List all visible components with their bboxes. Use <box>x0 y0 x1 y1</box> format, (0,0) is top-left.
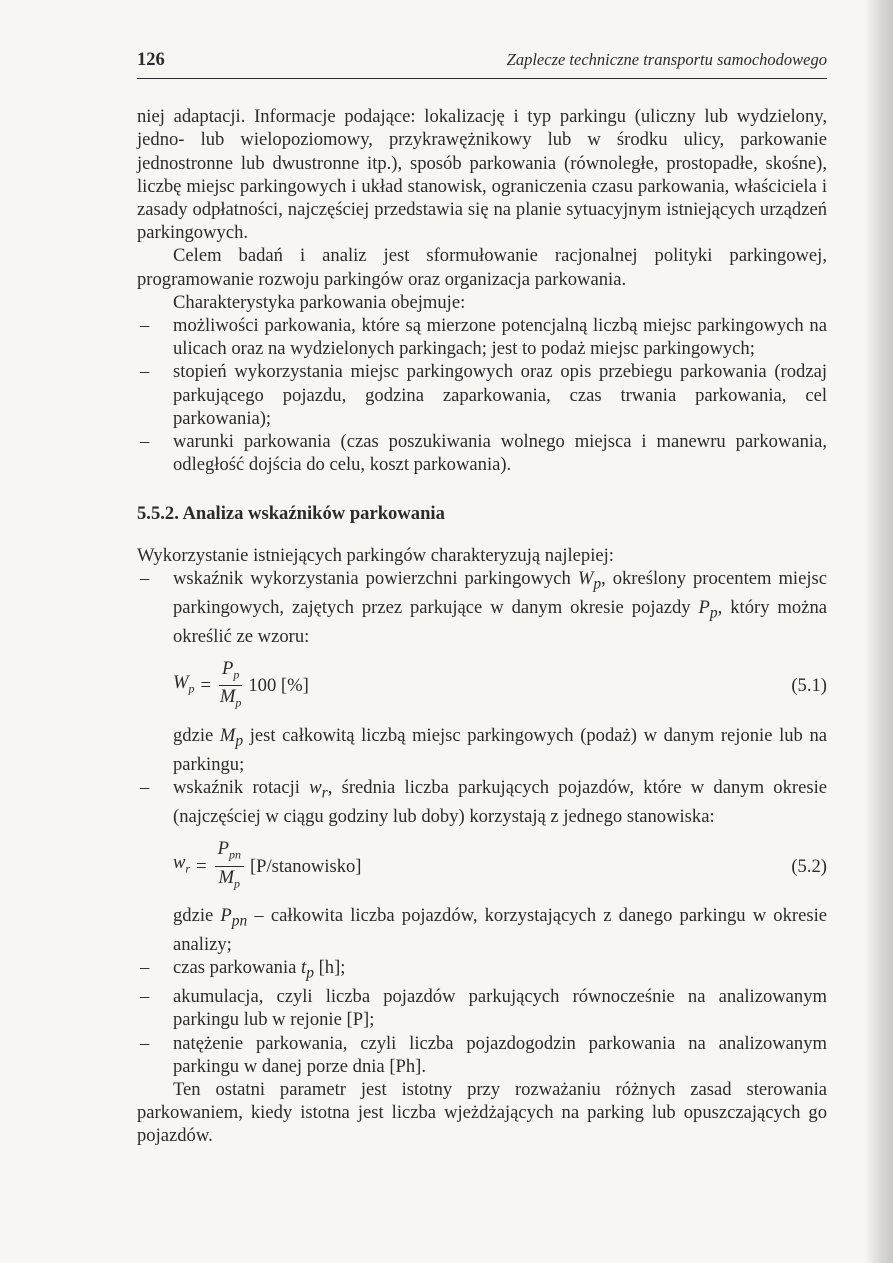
list-item: – akumulacja, czyli liczba pojazdów parkujących równocześnie na analizowanym parkingu lub w rejonie [P]; <box>137 985 827 1031</box>
fraction <box>219 658 242 714</box>
denominator: $M_p$ <box>219 686 242 711</box>
indicator-list <box>137 567 827 648</box>
usage-intro: Wykorzystanie istniejących parkingów charakteryzują najlepiej: <box>137 544 614 566</box>
goal-paragraph: Celem badań i analiz jest sformułowanie racjonalnej polityki parkingowej, programowanie rozwoju parkingów oraz organizacja parkowania. <box>137 245 827 290</box>
page-header <box>137 48 827 79</box>
list-item: – możliwości parkowania, które są mierzone potencjalną liczbą miejsc parkingowych na ulicach oraz na wydzielonych parkingach; jest to podaż miejsc parkingowych; <box>137 314 827 360</box>
list-item: – czas parkowania $t_p$ [h]; <box>137 956 827 985</box>
section-heading: 5.5.2. Analiza wskaźników parkowania <box>137 503 445 525</box>
book-page <box>137 48 827 1148</box>
formula-number: (5.1) <box>791 675 827 697</box>
characteristics-intro: Charakterystyka parkowania obejmuje: <box>173 291 466 313</box>
denominator: $M_p$ <box>218 866 240 891</box>
formula-lhs: $w_r$ <box>173 852 191 876</box>
list-item: – wskaźnik wykorzystania powierzchni parkingowych $W_p$, określony procentem miejsc parkingowych, zajętych przez parkujące w danym okresie pojazdy $P_p$, który można określić ze wzoru: <box>137 567 827 648</box>
formula-number: (5.2) <box>791 855 827 877</box>
formula-lhs: $W_p$ <box>173 671 195 696</box>
list-item: – wskaźnik rotacji $w_r$, średnia liczba parkujących pojazdów, które w danym okresie (najczęściej w ciągu godziny lub doby) korzystają z jednego stanowiska: <box>137 776 827 828</box>
indicator-list-2 <box>137 776 827 828</box>
list-item: – stopień wykorzystania miejsc parkingowych oraz opis przebiegu parkowania (rodzaj parkującego pojazdu, godzina zaparkowania, czas trwania parkowania, cel parkowania); <box>137 360 827 430</box>
formula-unit: [P/stanowisko] <box>249 855 362 877</box>
list-item: – warunki parkowania (czas poszukiwania wolnego miejsca i manewru parkowania, odległość dojścia do celu, koszt parkowania). <box>137 430 827 476</box>
equals-sign: = <box>196 855 207 877</box>
formula-unit: 100 [%] <box>248 675 309 697</box>
running-title: Zaplecze techniczne transportu samochodowego <box>506 50 827 69</box>
formula-5-1 <box>173 658 827 714</box>
equals-sign: = <box>200 675 211 697</box>
characteristics-list <box>137 314 827 476</box>
numerator: $P_p$ <box>219 658 242 687</box>
numerator: $P_{pn}$ <box>215 838 244 867</box>
formula-explanation: gdzie $M_p$ jest całkowitą liczbą miejsc parkingowych (podaż) w danym rejonie lub na parkingu; <box>173 724 827 775</box>
formula-5-2 <box>173 838 827 894</box>
list-item: – natężenie parkowania, czyli liczba pojazdogodzin parkowania na analizowanym parkingu w danej porze dnia [Ph]. <box>137 1032 827 1078</box>
page-number: 126 <box>137 50 165 70</box>
final-paragraph: Ten ostatni parametr jest istotny przy rozważaniu różnych zasad sterowania parkowaniem, kiedy istotna jest liczba wjeżdżających na parking lub opuszczających go pojazdów. <box>137 1079 827 1147</box>
formula-explanation: gdzie $P_{pn}$ – całkowita liczba pojazdów, korzystających z danego parkingu w okresie analizy; <box>173 905 827 956</box>
fraction <box>215 838 244 894</box>
indicator-list-3 <box>137 956 827 1078</box>
page-edge-shadow <box>865 0 893 1263</box>
intro-paragraph: niej adaptacji. Informacje podające: lokalizację i typ parkingu (uliczny lub wydzielony, jedno- lub wielopoziomowy, przykrawężnikowy lub w środku ulicy, parkowanie jednostronne lub dwustronne itp.), sposób parkowania (równoległe, prostopadłe, skośne), liczbę miejsc parkingowych i układ stanowisk, ograniczenia czasu parkowania, właściciela i zasady odpłatności, najczęściej przedstawia się na planie sytuacyjnym istniejących urządzeń parkingowych. <box>137 106 827 244</box>
